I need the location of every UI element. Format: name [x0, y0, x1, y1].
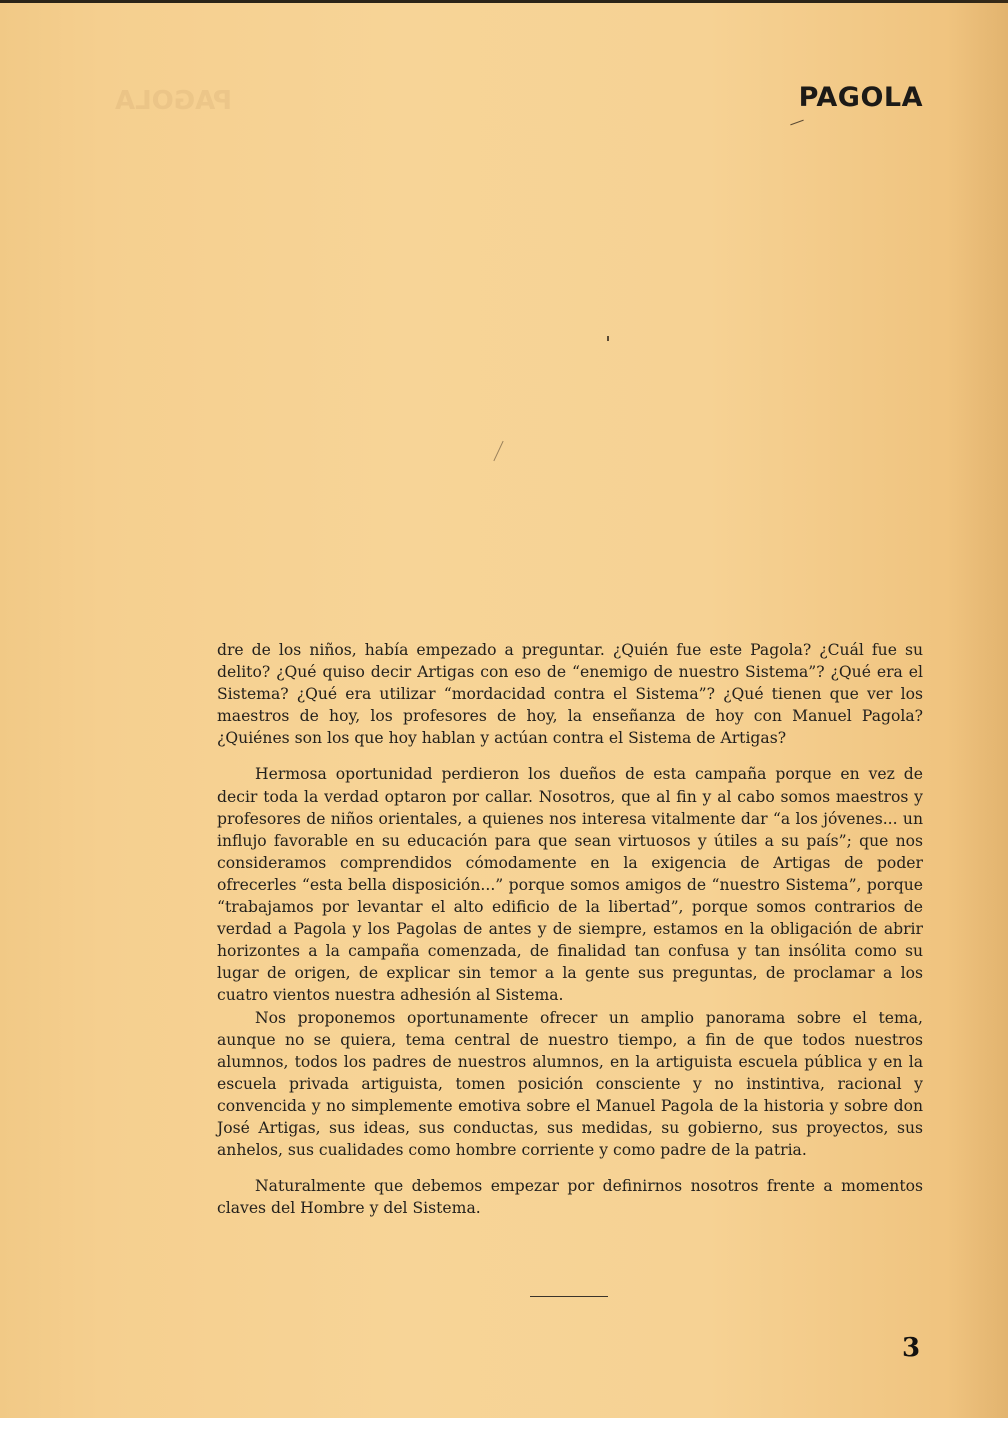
section-separator — [530, 1296, 608, 1297]
paragraph: Hermosa oportunidad perdieron los dueños de esta campaña porque en vez de decir toda la verdad optaron por callar. Nosotros, que al fin y al cabo somos maestros y profesores de niños orientales, a quienes nos interesa vitalmente dar “a los jóvenes... un influjo favorable en su educación para que sean virtuosos y útiles a su país”; que nos consideramos comprendidos cómodamente en la exigencia de Artigas de poder ofrecerles “esta bella disposición...” porque somos amigos de “nuestro Sistema”, porque “trabajamos por levantar el alto edificio de la libertad”, porque somos contrarios de verdad a Pagola y los Pagolas de antes y de siempre, estamos en la obligación de abrir horizontes a la campaña comenzada, de finalidad tan confusa y tan insólita como su lugar de origen, de explicar sin temor a la gente sus preguntas, de proclamar a los cuatro vientos nuestra adhesión al Sistema. — [217, 765, 923, 1005]
paper-speck — [790, 120, 803, 126]
paper-speck — [493, 441, 503, 461]
bleed-through-title: PAGOLA — [115, 86, 232, 116]
running-header-title: PAGOLA — [798, 82, 923, 113]
body-text — [217, 639, 923, 1219]
paragraph: Nos proponemos oportunamente ofrecer un amplio panorama sobre el tema, aunque no se quiera, tema central de nuestro tiempo, a fin de que todos nuestros alumnos, todos los padres de nuestros alumnos, en la artiguista escuela pública y en la escuela privada artiguista, tomen posición consciente y no instintiva, racional y convencida y no simplemente emotiva sobre el Manuel Pagola de la historia y sobre don José Artigas, sus ideas, sus conductas, sus medidas, su gobierno, sus proyectos, sus anhelos, sus cualidades como hombre corriente y como padre de la patria. — [217, 1008, 923, 1160]
paragraph: Naturalmente que debemos empezar por definirnos nosotros frente a momentos claves del Hombre y del Sistema. — [217, 1177, 923, 1218]
paragraph-continuation: dre de los niños, había empezado a preguntar. ¿Quién fue este Pagola? ¿Cuál fue su delito? ¿Qué quiso decir Artigas con eso de “enemigo de nuestro Sistema”? ¿Qué era el Sistema? ¿Qué era utilizar “mordacidad contra el Sistema”? ¿Qué tienen que ver los maestros de hoy, los profesores de hoy, la enseñanza de hoy con Manuel Pagola? ¿Quiénes son los que hoy hablan y actúan contra el Sistema de Artigas? — [217, 641, 923, 748]
page-number: 3 — [902, 1333, 921, 1363]
top-edge-rule — [0, 0, 1008, 3]
paper-speck — [607, 336, 609, 341]
